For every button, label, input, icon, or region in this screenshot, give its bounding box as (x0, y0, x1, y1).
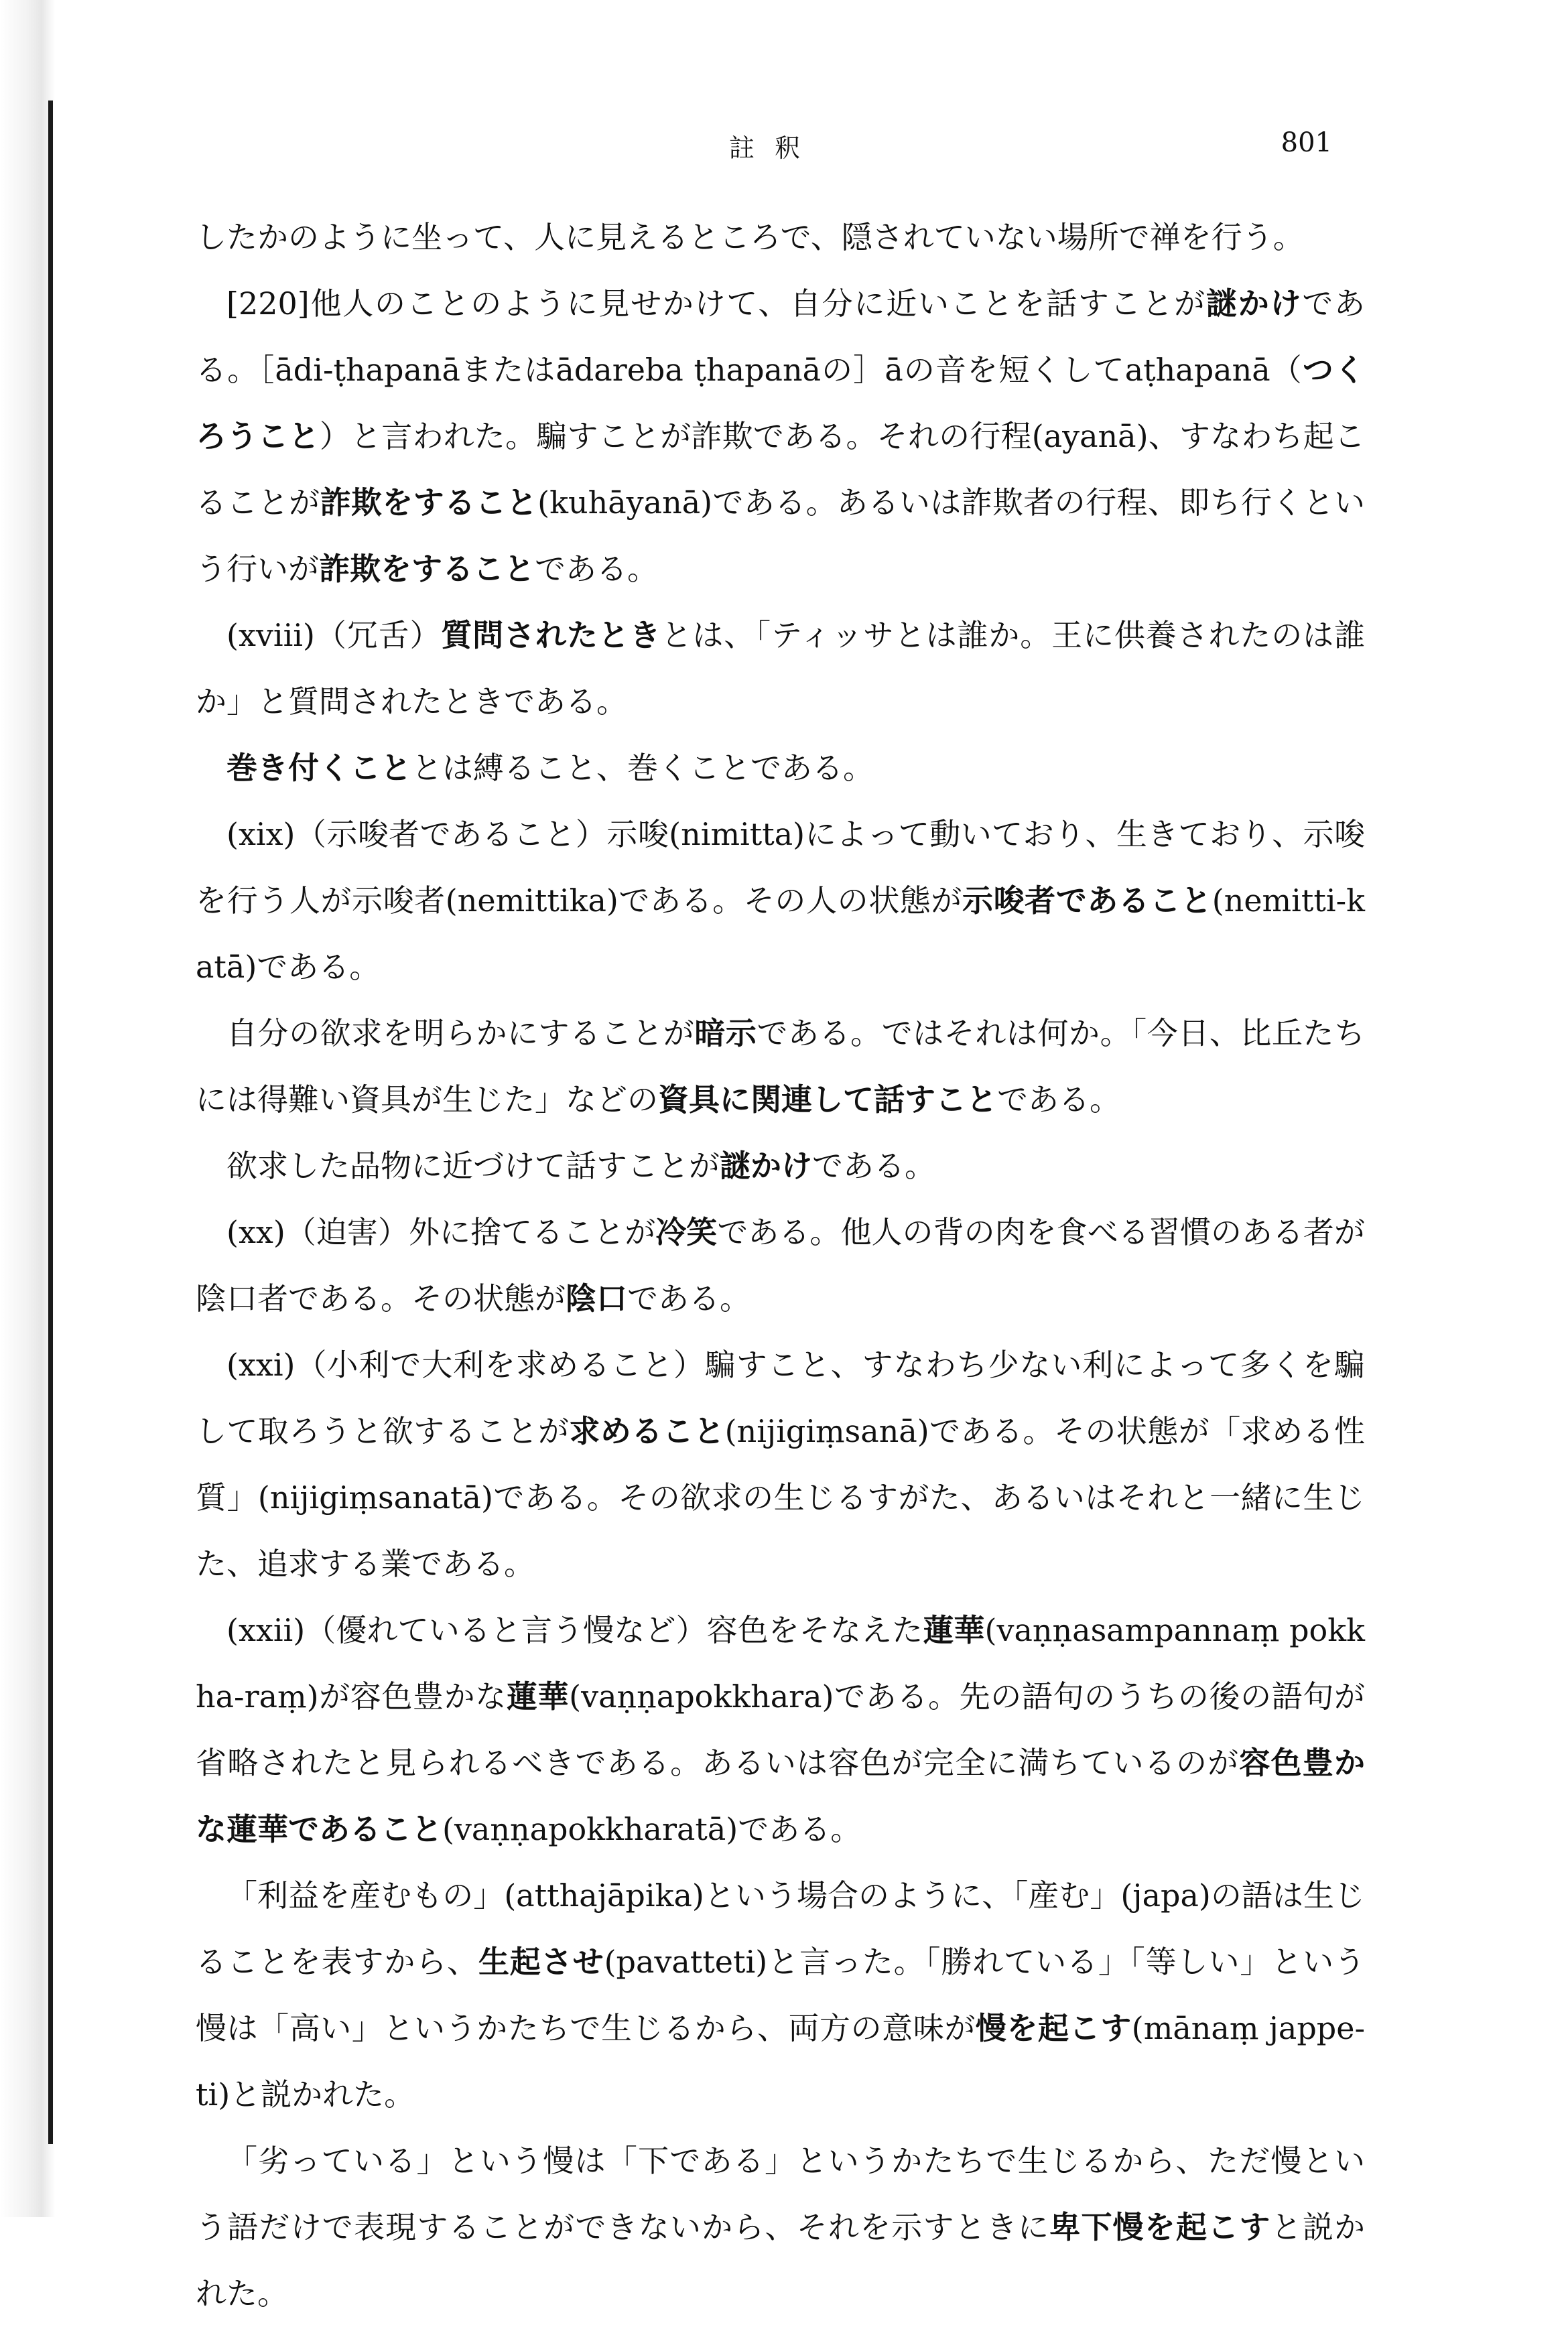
text-run: である。他人の背の肉を食べる習慣のある者が陰口者である。その状態が (196, 1214, 1366, 1317)
paragraph (196, 204, 1365, 271)
page-binding-shadow (0, 0, 55, 2217)
paragraph (196, 271, 1365, 602)
bold-term: 巻き付くこと (226, 750, 411, 786)
paragraph (196, 2128, 1365, 2327)
paragraph (196, 735, 1365, 801)
text-run: したかのように坐って、人に見えるところで、隠されていない場所で禅を行う。 (196, 219, 1304, 255)
text-run: (vaṇṇapokkhara)である。先の語句のうちの後の語句が省略されたと見られるべきである。あるいは容色が完全に満ちているのが (196, 1678, 1366, 1781)
text-run: 「劣っている」という慢は「下である」というかたちで生じるから、ただ慢という語だけで表現することができないから、それを示すときに (196, 2143, 1365, 2245)
text-run: である。 (535, 551, 658, 587)
page-number: 801 (1281, 127, 1332, 158)
text-run: である。 (812, 1148, 935, 1184)
text-run: (pavatteti)と言った。「勝れている」「等しい」という慢は「高い」というかたちで生じるから、両方の意味が (196, 1944, 1366, 2046)
text-run: (nemitti-katā)である。 (196, 882, 1365, 985)
bold-term: 卑下慢を起こす (1049, 2209, 1271, 2245)
text-run: である。 (627, 1280, 750, 1317)
bold-term: 生起させ (478, 1944, 604, 1980)
bold-term: 暗示 (694, 1015, 757, 1051)
bold-term: 謎かけ (720, 1148, 812, 1184)
text-run: (xxii)（優れていると言う慢など）容色をそなえた (226, 1612, 923, 1648)
paragraph (196, 1133, 1365, 1199)
text-run: (vaṇṇasampannaṃ pokkha-raṃ)が容色豊かな (196, 1612, 1365, 1715)
text-run: である。［ādi-ṭhapanāまたはādareba ṭhapanāの］āの音を短くしてaṭhapanā（ (196, 285, 1365, 388)
bold-term: 質問されたとき (441, 617, 661, 653)
bold-term: 示唆者であること (962, 882, 1212, 919)
bold-term: つくろうこと (196, 352, 1365, 454)
bold-term: 容色豊かな蓮華であること (196, 1745, 1365, 1847)
running-header (0, 127, 1568, 168)
text-run: と説かれた。 (196, 2209, 1366, 2312)
text-run: (kuhāyanā)である。あるいは詐欺者の行程、即ち行くという行いが (196, 484, 1366, 587)
text-run: (xviii)（冗舌） (226, 617, 442, 653)
bold-term: 陰口 (566, 1280, 627, 1317)
body-text (196, 204, 1365, 2327)
bold-term: 資具に関連して話すこと (658, 1081, 997, 1118)
text-run: (vaṇṇapokkharatā)である。 (442, 1811, 862, 1847)
text-run: 「利益を産むもの」(atthajāpika)という場合のように、「産む」(japa)の語は生じることを表すから、 (196, 1877, 1365, 1980)
text-run: ）と言われた。騙すことが詐欺である。それの行程(ayanā)、すなわち起こることが (196, 418, 1366, 521)
bold-term: 蓮華 (923, 1612, 985, 1648)
bold-term: 慢を起こす (975, 2010, 1132, 2046)
text-run: である。 (997, 1081, 1120, 1118)
text-run: (nijigiṃsanā)である。その状態が「求める性質」(nijigiṃsanatā)である。その欲求の生じるすがた、あるいはそれと一緒に生じた、追求する業である。 (196, 1413, 1365, 1582)
bold-term: 謎かけ (1205, 285, 1303, 322)
text-run: 自分の欲求を明らかにすることが (226, 1015, 695, 1051)
text-run: とは縛ること、巻くことである。 (411, 750, 874, 786)
text-run: (xxi)（小利で大利を求めること）騙すこと、すなわち少ない利によって多くを騙して取ろうと欲することが (196, 1347, 1365, 1449)
running-title: 註釈 (729, 133, 821, 163)
page-binding-edge (48, 101, 53, 2144)
bold-term: 求めること (569, 1413, 725, 1449)
text-run: [220]他人のことのように見せかけて、自分に近いことを話すことが (226, 285, 1206, 322)
paragraph (196, 1863, 1365, 2128)
paragraph (196, 1000, 1365, 1133)
text-run: (xix)（示唆者であること）示唆(nimitta)によって動いており、生きており、示唆を行う人が示唆者(nemittika)である。その人の状態が (196, 816, 1365, 919)
paragraph (196, 1199, 1365, 1332)
text-run: とは、「ティッサとは誰か。王に供養されたのは誰か」と質問されたときである。 (196, 617, 1365, 720)
bold-term: 冷笑 (655, 1214, 718, 1250)
text-run: 欲求した品物に近づけて話すことが (226, 1148, 720, 1184)
text-run: である。ではそれは何か。「今日、比丘たちには得難い資具が生じた」などの (196, 1015, 1366, 1118)
paragraph (196, 602, 1365, 735)
paragraph (196, 801, 1365, 1000)
bold-term: 詐欺をすること (319, 551, 535, 587)
bold-term: 詐欺をすること (320, 484, 538, 521)
text-run: (xx)（迫害）外に捨てることが (226, 1214, 656, 1250)
bold-term: 蓮華 (506, 1678, 570, 1715)
paragraph (196, 1332, 1365, 1597)
paragraph (196, 1597, 1365, 1863)
text-run: (mānaṃ jappe-ti)と説かれた。 (196, 2010, 1365, 2113)
